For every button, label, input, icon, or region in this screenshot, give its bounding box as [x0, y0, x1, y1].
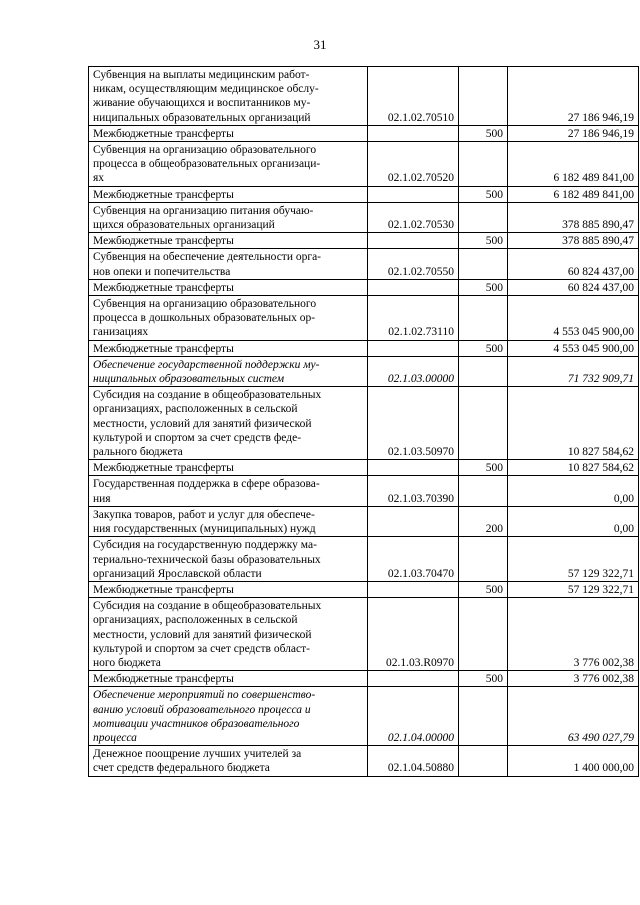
expense-type-cell: 500: [459, 460, 508, 476]
code-cell: [368, 340, 459, 356]
expense-type-cell: 500: [459, 581, 508, 597]
table-row: [89, 476, 639, 506]
expense-type-cell: [459, 598, 508, 671]
table-row: [89, 249, 639, 279]
description-cell: Закупка товаров, работ и услуг для обеспече- ния государственных (муниципальных) нужд: [89, 506, 368, 536]
table-row: [89, 356, 639, 386]
code-cell: 02.1.03.70470: [368, 537, 459, 582]
description-cell: Межбюджетные трансферты: [89, 581, 368, 597]
code-cell: [368, 125, 459, 141]
table-row: [89, 581, 639, 597]
code-cell: 02.1.02.70550: [368, 249, 459, 279]
code-cell: 02.1.03.R0970: [368, 598, 459, 671]
amount-cell: 4 553 045 900,00: [508, 340, 639, 356]
expense-type-cell: 500: [459, 671, 508, 687]
amount-cell: 0,00: [508, 476, 639, 506]
code-cell: 02.1.03.70390: [368, 476, 459, 506]
table-row: [89, 387, 639, 460]
amount-cell: 60 824 437,00: [508, 279, 639, 295]
expense-type-cell: [459, 356, 508, 386]
code-cell: 02.1.02.73110: [368, 296, 459, 341]
description-cell: Государственная поддержка в сфере образова- ния: [89, 476, 368, 506]
table-row: [89, 340, 639, 356]
table-row: [89, 460, 639, 476]
amount-cell: 1 400 000,00: [508, 746, 639, 776]
code-cell: [368, 279, 459, 295]
expense-type-cell: [459, 296, 508, 341]
table-row: [89, 142, 639, 187]
description-cell: Межбюджетные трансферты: [89, 671, 368, 687]
description-cell: Межбюджетные трансферты: [89, 186, 368, 202]
amount-cell: 6 182 489 841,00: [508, 186, 639, 202]
expense-type-cell: 500: [459, 340, 508, 356]
amount-cell: 378 885 890,47: [508, 233, 639, 249]
amount-cell: 27 186 946,19: [508, 125, 639, 141]
code-cell: 02.1.03.00000: [368, 356, 459, 386]
table-row: [89, 125, 639, 141]
code-cell: 02.1.02.70520: [368, 142, 459, 187]
expense-type-cell: [459, 249, 508, 279]
amount-cell: 57 129 322,71: [508, 581, 639, 597]
code-cell: [368, 581, 459, 597]
table-row: [89, 233, 639, 249]
table-row: [89, 687, 639, 746]
amount-cell: 10 827 584,62: [508, 387, 639, 460]
amount-cell: 27 186 946,19: [508, 67, 639, 126]
code-cell: 02.1.02.70510: [368, 67, 459, 126]
page-number: 31: [313, 37, 327, 52]
description-cell: Денежное поощрение лучших учителей за счет средств федерального бюджета: [89, 746, 368, 776]
table-row: [89, 186, 639, 202]
amount-cell: 6 182 489 841,00: [508, 142, 639, 187]
budget-table-body: [89, 67, 639, 777]
expense-type-cell: [459, 476, 508, 506]
code-cell: [368, 233, 459, 249]
description-cell: Межбюджетные трансферты: [89, 279, 368, 295]
expense-type-cell: 500: [459, 186, 508, 202]
expense-type-cell: [459, 202, 508, 232]
description-cell: Межбюджетные трансферты: [89, 125, 368, 141]
code-cell: [368, 671, 459, 687]
amount-cell: 3 776 002,38: [508, 671, 639, 687]
description-cell: Субсидия на создание в общеобразовательных организациях, расположенных в сельской местности, условий для занятий физической культурой и спортом за счет средств феде- рального бюджета: [89, 387, 368, 460]
description-cell: Субвенция на обеспечение деятельности орга- нов опеки и попечительства: [89, 249, 368, 279]
expense-type-cell: 500: [459, 279, 508, 295]
amount-cell: 10 827 584,62: [508, 460, 639, 476]
description-cell: Обеспечение государственной поддержки му- ниципальных образовательных систем: [89, 356, 368, 386]
description-cell: Межбюджетные трансферты: [89, 340, 368, 356]
expense-type-cell: 500: [459, 125, 508, 141]
table-row: [89, 296, 639, 341]
amount-cell: 71 732 909,71: [508, 356, 639, 386]
amount-cell: 0,00: [508, 506, 639, 536]
expense-type-cell: [459, 537, 508, 582]
amount-cell: 4 553 045 900,00: [508, 296, 639, 341]
table-row: [89, 746, 639, 776]
code-cell: [368, 460, 459, 476]
table-row: [89, 202, 639, 232]
budget-table: [88, 66, 639, 777]
expense-type-cell: [459, 387, 508, 460]
expense-type-cell: [459, 746, 508, 776]
table-row: [89, 537, 639, 582]
amount-cell: 378 885 890,47: [508, 202, 639, 232]
code-cell: 02.1.02.70530: [368, 202, 459, 232]
description-cell: Межбюджетные трансферты: [89, 233, 368, 249]
description-cell: Обеспечение мероприятий по совершенство- ванию условий образовательного процесса и мотивации участников образовательного процесса: [89, 687, 368, 746]
description-cell: Субвенция на организацию образовательного процесса в дошкольных образовательных ор- ганизациях: [89, 296, 368, 341]
expense-type-cell: [459, 67, 508, 126]
description-cell: Межбюджетные трансферты: [89, 460, 368, 476]
code-cell: 02.1.03.50970: [368, 387, 459, 460]
amount-cell: 57 129 322,71: [508, 537, 639, 582]
expense-type-cell: [459, 142, 508, 187]
expense-type-cell: 500: [459, 233, 508, 249]
amount-cell: 60 824 437,00: [508, 249, 639, 279]
table-row: [89, 671, 639, 687]
description-cell: Субвенция на выплаты медицинским работ- никам, осуществляющим медицинское обслу- живание обучающихся и воспитанников му- ниципальных образовательных организаций: [89, 67, 368, 126]
description-cell: Субсидия на государственную поддержку ма- териально-технической базы образовательных организаций Ярославской области: [89, 537, 368, 582]
table-row: [89, 506, 639, 536]
code-cell: [368, 506, 459, 536]
code-cell: 02.1.04.50880: [368, 746, 459, 776]
table-row: [89, 279, 639, 295]
table-row: [89, 598, 639, 671]
table-row: [89, 67, 639, 126]
code-cell: [368, 186, 459, 202]
description-cell: Субсидия на создание в общеобразовательных организациях, расположенных в сельской местности, условий для занятий физической культурой и спортом за счет средств област- ного бюджета: [89, 598, 368, 671]
amount-cell: 63 490 027,79: [508, 687, 639, 746]
expense-type-cell: [459, 687, 508, 746]
description-cell: Субвенция на организацию образовательного процесса в общеобразовательных организаци- ях: [89, 142, 368, 187]
expense-type-cell: 200: [459, 506, 508, 536]
amount-cell: 3 776 002,38: [508, 598, 639, 671]
code-cell: 02.1.04.00000: [368, 687, 459, 746]
description-cell: Субвенция на организацию питания обучаю- щихся образовательных организаций: [89, 202, 368, 232]
